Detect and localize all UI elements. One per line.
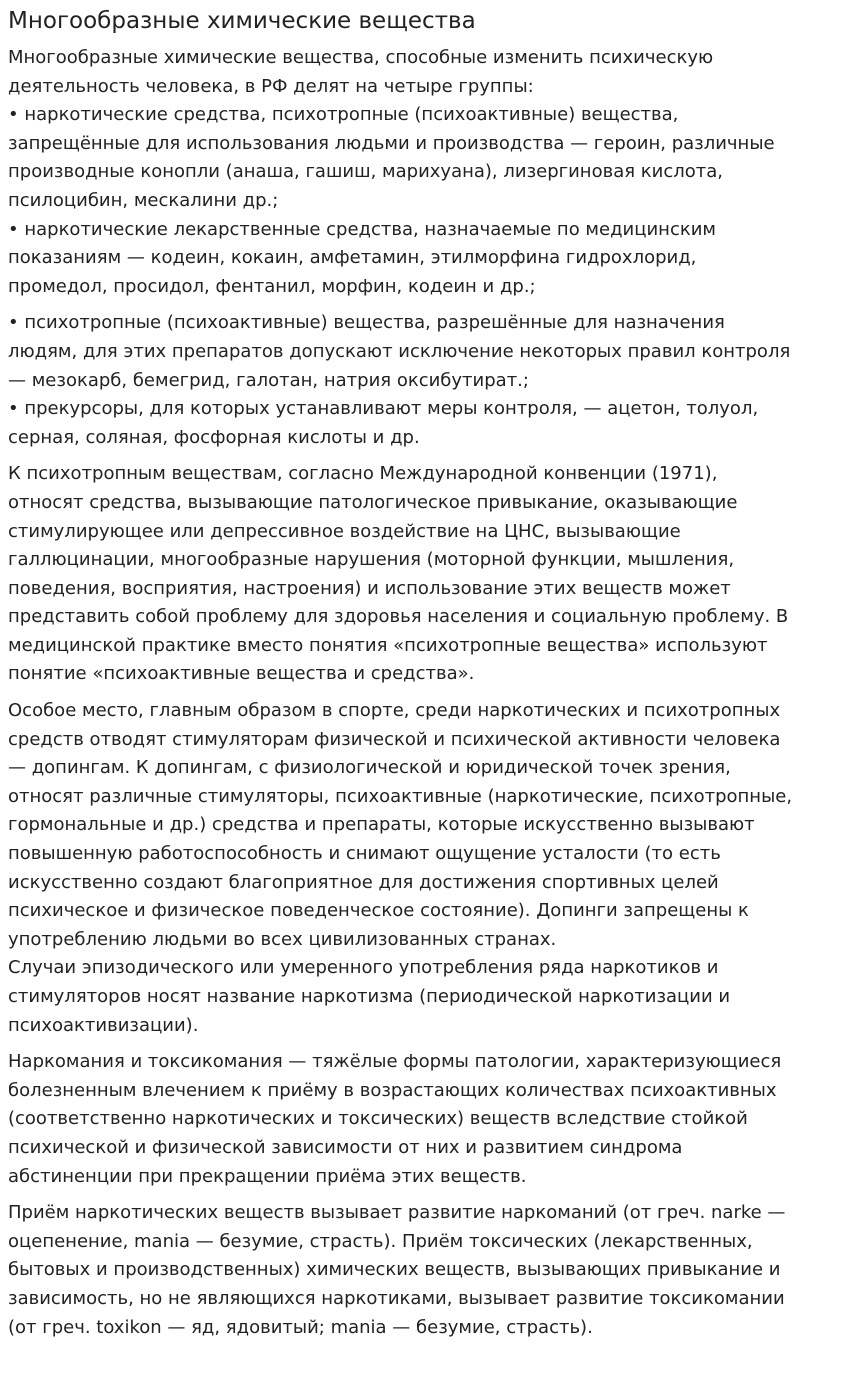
text-line: зависимость, но не являющихся наркотиками, вызывает развитие токсикомании: [8, 1287, 785, 1309]
text-line: абстиненции при прекращении приёма этих веществ.: [8, 1165, 527, 1187]
paragraph: [8, 44, 839, 301]
text-line: относят средства, вызывающие патологическое привыкание, оказывающие: [8, 491, 738, 513]
text-line: деятельность человека, в РФ делят на четыре группы:: [8, 75, 534, 97]
text-line: запрещённые для использования людьми и производства — героин, различные: [8, 132, 775, 154]
text-line: средств отводят стимуляторам физической и психической активности человека: [8, 728, 781, 750]
text-line: болезненным влечением к приёму в возрастающих количествах психоактивных: [8, 1079, 777, 1101]
text-line: псилоцибин, мескалини др.;: [8, 189, 279, 211]
text-line: • наркотические средства, психотропные (психоактивные) вещества,: [8, 104, 679, 126]
text-line: промедол, просидол, фентанил, морфин, кодеин и др.;: [8, 275, 536, 297]
text-line: — допингам. К допингам, с физиологической и юридической точек зрения,: [8, 757, 731, 779]
text-line: Наркомания и токсикомания — тяжёлые формы патологии, характеризующиеся: [8, 1051, 782, 1073]
text-line: (от греч. toxikon — яд, ядовитый; mania — безумие, страсть).: [8, 1316, 593, 1338]
text-line: • психотропные (психоактивные) вещества, разрешённые для назначения: [8, 312, 725, 334]
text-line: Случаи эпизодического или умеренного употребления ряда наркотиков и: [8, 957, 719, 979]
text-line: (соответственно наркотических и токсических) веществ вследствие стойкой: [8, 1108, 748, 1130]
text-line: людям, для этих препаратов допускают исключение некоторых правил контроля: [8, 340, 791, 362]
paragraph: [8, 309, 839, 452]
text-line: • прекурсоры, для которых устанавливают меры контроля, — ацетон, толуол,: [8, 398, 759, 420]
text-line: представить собой проблему для здоровья населения и социальную проблему. В: [8, 606, 789, 628]
text-line: стимулирующее или депрессивное воздействие на ЦНС, вызывающие: [8, 520, 681, 542]
text-line: искусственно создают благоприятное для достижения спортивных целей: [8, 871, 719, 893]
text-line: Особое место, главным образом в спорте, среди наркотических и психотропных: [8, 700, 781, 722]
text-line: • наркотические лекарственные средства, назначаемые по медицинским: [8, 218, 716, 240]
text-line: медицинской практике вместо понятия «психотропные вещества» используют: [8, 634, 768, 656]
text-line: понятие «психоактивные вещества и средства».: [8, 663, 475, 685]
text-line: К психотропным веществам, согласно Международной конвенции (1971),: [8, 463, 718, 485]
text-line: относят различные стимуляторы, психоактивные (наркотические, психотропные,: [8, 785, 793, 807]
paragraph: [8, 697, 839, 1040]
text-line: повышенную работоспособность и снимают ощущение усталости (то есть: [8, 843, 721, 865]
paragraph: [8, 1048, 839, 1191]
text-line: психоактивизации).: [8, 1014, 199, 1036]
text-line: психической и физической зависимости от них и развитием синдрома: [8, 1136, 683, 1158]
text-line: Приём наркотических веществ вызывает развитие наркоманий (от греч. narke —: [8, 1202, 786, 1224]
page-title: Многообразные химические вещества: [8, 8, 476, 34]
text-line: психическое и физическое поведенческое состояние). Допинги запрещены к: [8, 900, 749, 922]
text-line: употреблению людьми во всех цивилизованных странах.: [8, 928, 557, 950]
text-line: производные конопли (анаша, гашиш, марихуана), лизергиновая кислота,: [8, 161, 723, 183]
text-line: галлюцинации, многообразные нарушения (моторной функции, мышления,: [8, 549, 735, 571]
text-line: оцепенение, mania — безумие, страсть). Приём токсических (лекарственных,: [8, 1230, 753, 1252]
text-line: бытовых и производственных) химических веществ, вызывающих привыкание и: [8, 1259, 781, 1281]
text-line: поведения, восприятия, настроения) и использование этих веществ может: [8, 577, 731, 599]
text-line: стимуляторов носят название наркотизма (периодической наркотизации и: [8, 986, 731, 1007]
text-line: гормональные и др.) средства и препараты, которые искусственно вызывают: [8, 814, 755, 836]
text-line: показаниям — кодеин, кокаин, амфетамин, этилморфина гидрохлорид,: [8, 247, 697, 269]
paragraph: [8, 460, 839, 689]
text-line: — мезокарб, бемегрид, галотан, натрия оксибутират.;: [8, 369, 529, 391]
text-line: серная, соляная, фосфорная кислоты и др.: [8, 426, 420, 448]
document-body: [8, 44, 839, 1342]
paragraph: [8, 1199, 839, 1342]
text-line: Многообразные химические вещества, способные изменить психическую: [8, 47, 714, 68]
